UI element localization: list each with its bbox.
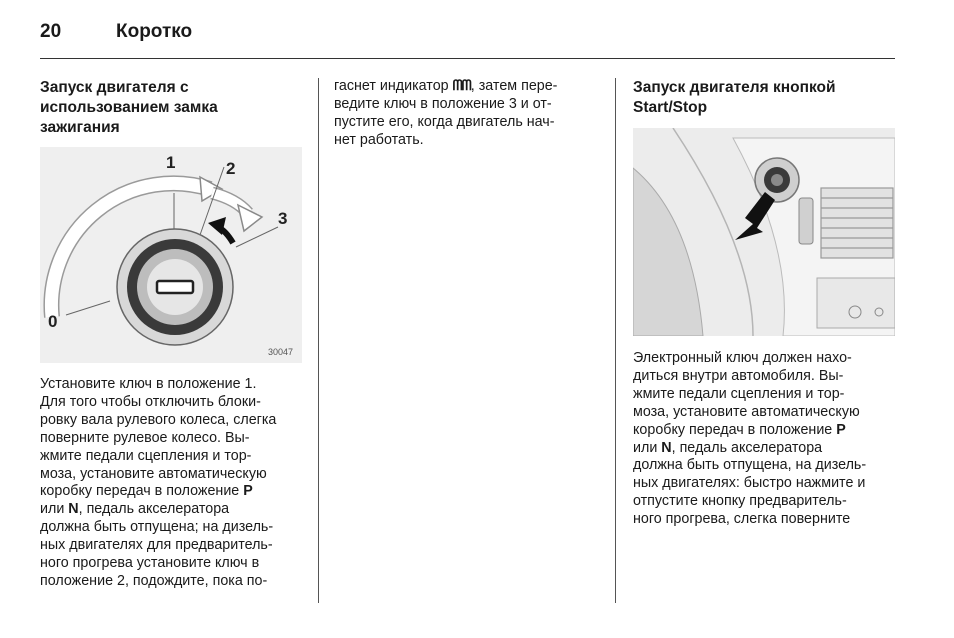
header-divider	[40, 58, 895, 59]
right-column	[633, 78, 895, 118]
column-divider-left	[318, 78, 319, 603]
right-heading: Запуск двигателя кнопкой Start/Stop	[633, 79, 836, 116]
ignition-lock-illustration	[40, 147, 302, 363]
right-paragraph-part-a: Электронный ключ должен нахо- диться внутри автомобиля. Вы- жмите педали сцепления и тор- моза, установите автоматическую коробку передач в положение	[633, 350, 860, 438]
label-position-0: 0	[48, 312, 58, 331]
section-title: Коротко	[116, 21, 193, 42]
right-body	[633, 350, 895, 529]
gear-p: P	[836, 421, 846, 438]
gear-n: N	[661, 439, 672, 456]
middle-paragraph	[334, 77, 604, 150]
middle-text-a: гаснет индикатор	[334, 78, 453, 94]
left-paragraph	[40, 376, 312, 591]
key-slot	[157, 281, 193, 293]
preheat-coil-icon: ᗰᗰ	[452, 77, 471, 93]
left-or: или	[40, 501, 65, 518]
label-position-1: 1	[166, 153, 176, 172]
vent-control	[799, 198, 813, 244]
column-divider-right	[615, 78, 616, 603]
label-position-2: 2	[226, 159, 236, 178]
tick-3	[236, 227, 278, 247]
right-paragraph	[633, 350, 895, 529]
center-console	[817, 278, 895, 328]
left-paragraph-part-b: , педаль акселератора должна быть отпущена; на дизель- ных двигателях для предваритель- ного прогрева установите ключ в положение 2, подождите, пока по-	[40, 501, 274, 589]
left-paragraph-part-a: Установите ключ в положение 1. Для того чтобы отключить блоки- ровку вала рулевого колеса, слегка поверните рулевое колесо. Вы- жмите педали сцепления и тор- моза, установите автоматическую коробку передач в положение	[40, 376, 277, 500]
tick-0	[66, 301, 110, 315]
right-paragraph-part-b: , педаль акселератора должна быть отпущена, на дизель- ных двигателях: быстро нажмите и отпустите кнопку предваритель- ного прогрева, слегка поверните	[633, 439, 867, 528]
left-heading: Запуск двигателя с использованием замка зажигания	[40, 79, 218, 136]
left-column	[40, 78, 308, 138]
air-vent	[821, 188, 893, 258]
gear-p: P	[243, 483, 253, 500]
middle-column	[334, 77, 604, 150]
figure-code: 30047	[268, 347, 294, 357]
label-position-3: 3	[278, 209, 288, 228]
ignition-lock-figure	[40, 147, 302, 363]
start-stop-figure	[633, 128, 895, 336]
middle-text-b: , затем пере- ведите ключ в положение 3 и от- пустите его, когда двигатель нач- нет работать.	[334, 78, 558, 148]
left-body	[40, 376, 312, 591]
right-or: или	[633, 439, 658, 456]
start-stop-illustration	[633, 128, 895, 336]
gear-n: N	[68, 501, 79, 518]
page-header	[40, 18, 895, 58]
page-number: 20	[40, 21, 62, 42]
